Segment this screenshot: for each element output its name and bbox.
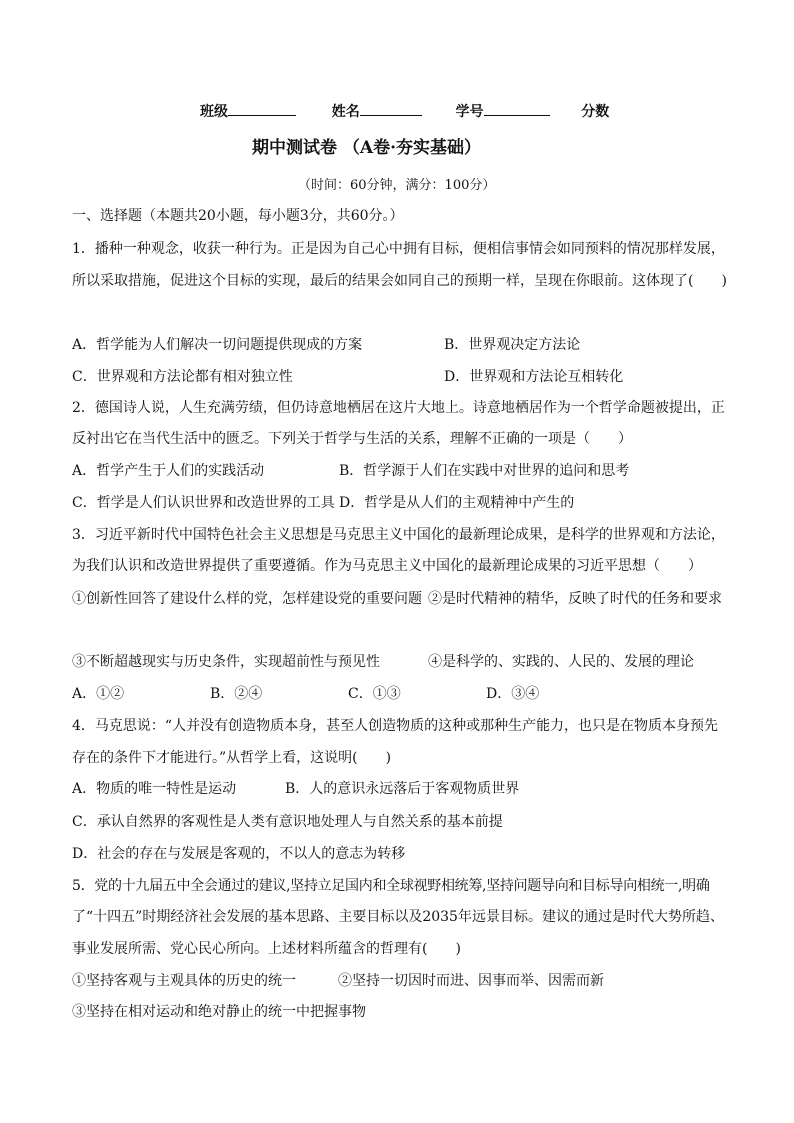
- q1-option-c: C．世界观和方法论都有相对独立性: [72, 369, 293, 385]
- q1-option-a: A．哲学能为人们解决一切问题提供现成的方案: [72, 337, 363, 353]
- q2-option-a: A．哲学产生于人们的实践活动: [72, 463, 265, 479]
- q2-line2: 反衬出它在当代生活中的匮乏。下列关于哲学与生活的关系，理解不正确的一项是（ ）: [72, 431, 632, 447]
- q3-line2: 为我们认识和改造世界提供了重要遵循。作为马克思主义中国化的最新理论成果的习近平思想（ ）: [72, 558, 702, 574]
- q5-line3: 事业发展所需、党心民心所向。上述材料所蕴含的哲理有( ): [72, 941, 461, 957]
- name-blank: [360, 101, 422, 116]
- q3-statement-3: ③不断超越现实与历史条件，实现超前性与预见性: [72, 654, 380, 670]
- q4-option-b: B．人的意识永远落后于客观物质世界: [285, 781, 520, 797]
- q3-option-d: D．③④: [486, 686, 540, 702]
- q5-statement-1: ①坚持客观与主观具体的历史的统一: [72, 973, 296, 989]
- q3-statement-2: ②是时代精神的精华，反映了时代的任务和要求: [428, 591, 722, 607]
- q4-line2: 存在的条件下才能进行。”从哲学上看，这说明( ): [72, 750, 392, 766]
- class-blank: [228, 101, 296, 116]
- q1-line1: 1．播种一种观念，收获一种行为。正是因为自己心中拥有目标，便相信事情会如同预料的情况那样发展，: [72, 241, 725, 257]
- q5-line1: 5．党的十九届五中全会通过的建议,坚持立足国内和全球视野相统筹,坚持问题导向和目标导向相统一,明确: [72, 878, 710, 894]
- exam-title: 期中测试卷 （A卷·夯实基础）: [252, 138, 482, 158]
- number-label: 学号: [455, 104, 484, 120]
- q1-line2: 所以采取措施，促进这个目标的实现，最后的结果会如同自己的预期一样，呈现在你眼前。这体现了( ): [72, 273, 727, 289]
- exam-subtitle: （时间：60分钟，满分：100分）: [298, 178, 496, 193]
- class-label: 班级: [200, 104, 228, 120]
- q1-option-b: B．世界观决定方法论: [444, 337, 581, 353]
- q5-line2: 了“十四五”时期经济社会发展的基本思路、主要目标以及2035年远景目标。建议的通过是时代大势所趋、: [72, 909, 724, 925]
- name-label: 姓名: [331, 104, 360, 120]
- q4-option-c: C．承认自然界的客观性是人类有意识地处理人与自然关系的基本前提: [72, 814, 503, 830]
- number-blank: [484, 101, 550, 116]
- q2-option-b: B．哲学源于人们在实践中对世界的追问和思考: [339, 463, 630, 479]
- section-heading: 一、选择题（本题共20小题，每小题3分，共60分。）: [72, 208, 404, 224]
- score-label: 分数: [581, 104, 610, 120]
- q5-statement-3: ③坚持在相对运动和绝对静止的统一中把握事物: [72, 1004, 366, 1020]
- header-row: [200, 101, 609, 122]
- q4-line1: 4．马克思说：“人并没有创造物质本身，甚至人创造物质的这种或那种生产能力，也只是在物质本身预先: [72, 718, 719, 734]
- q3-statement-1: ①创新性回答了建设什么样的党，怎样建设党的重要问题: [72, 591, 422, 607]
- q2-option-d: D．哲学是从人们的主观精神中产生的: [339, 495, 575, 511]
- q3-line1: 3．习近平新时代中国特色社会主义思想是马克思主义中国化的最新理论成果，是科学的世界观和方法论，: [72, 527, 725, 543]
- q3-option-a: A．①②: [72, 686, 125, 702]
- q4-option-a: A．物质的唯一特性是运动: [72, 781, 237, 797]
- q2-line1: 2．德国诗人说，人生充满劳绩，但仍诗意地栖居在这片大地上。诗意地栖居作为一个哲学命题被提出，正: [72, 400, 725, 416]
- q3-option-c: C．①③: [348, 686, 401, 702]
- q3-option-b: B．②④: [210, 686, 263, 702]
- q1-option-d: D．世界观和方法论互相转化: [444, 369, 624, 385]
- q4-option-d: D．社会的存在与发展是客观的，不以人的意志为转移: [72, 846, 406, 862]
- q3-statement-4: ④是科学的、实践的、人民的、发展的理论: [428, 654, 694, 670]
- q2-option-c: C．哲学是人们认识世界和改造世界的工具: [72, 495, 335, 511]
- q5-statement-2: ②坚持一切因时而进、因事而举、因需而新: [338, 973, 604, 989]
